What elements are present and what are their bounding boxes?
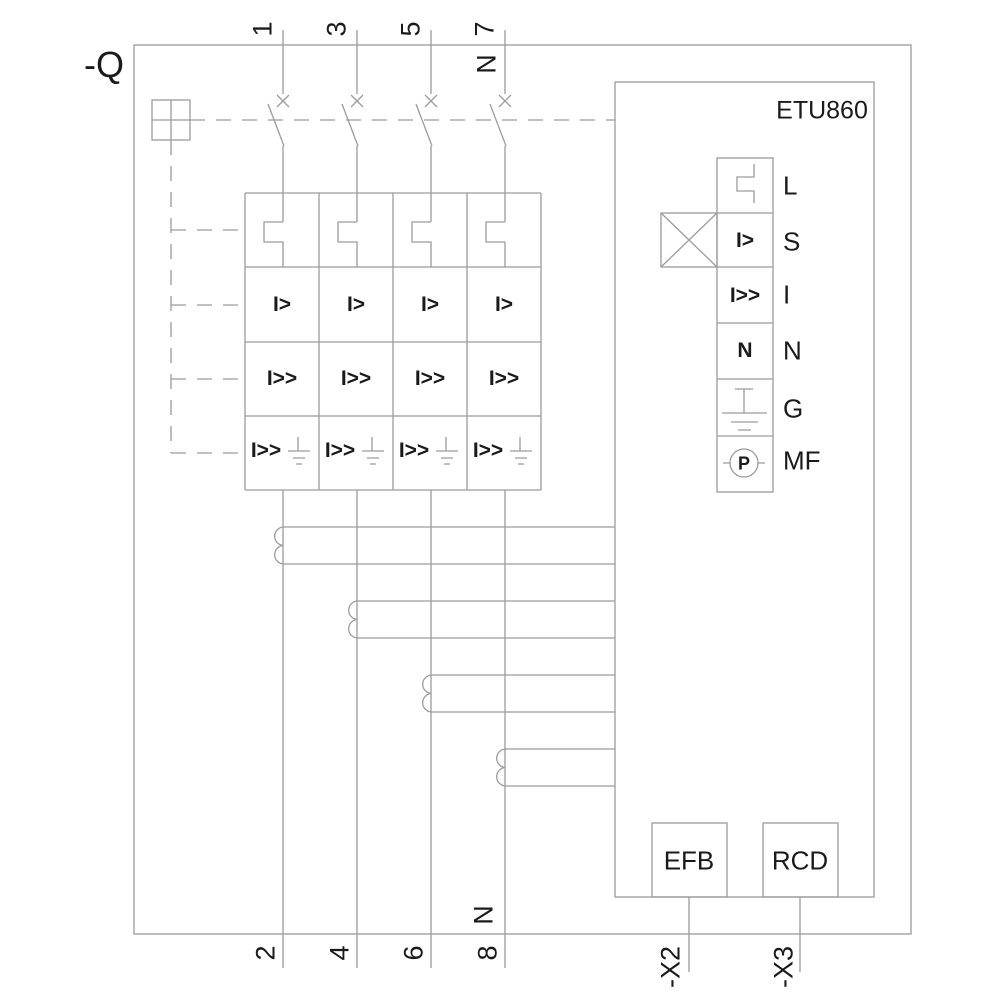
- contact-x-icon: [499, 95, 511, 107]
- trip-unit-name: ETU860: [776, 96, 868, 125]
- etu-channel-label-s: S: [783, 226, 801, 257]
- contact-x-icon: [351, 95, 363, 107]
- current-sensor-pole-4: [497, 749, 615, 786]
- aux-terminal-x2-label: -X2: [655, 945, 686, 989]
- current-sensor-pole-2: [349, 601, 615, 638]
- etu-n-symbol: N: [737, 339, 753, 362]
- terminal-top-1: 1: [247, 21, 278, 37]
- latch-release-icon: [264, 222, 283, 267]
- ct-coil-icon: [497, 749, 505, 786]
- etu-mf-p-symbol: P: [737, 453, 751, 474]
- ct-coil-icon: [423, 675, 431, 712]
- earth-icon: [436, 437, 458, 464]
- breaker-blade-icon: [268, 104, 284, 146]
- terminal-top-7: 7: [469, 21, 500, 37]
- long-time-latch-icon: [737, 164, 754, 203]
- terminal-bottom-2: 2: [250, 945, 281, 961]
- grid-shortcircuit-2: I>>: [340, 367, 372, 390]
- earth-icon: [288, 437, 310, 464]
- pole-3-conductor: [412, 30, 440, 968]
- grid-overload-3: I>: [420, 293, 440, 316]
- earth-icon: [510, 437, 532, 464]
- contact-x-icon: [277, 95, 289, 107]
- latch-release-icon: [338, 222, 357, 267]
- breaker-blade-icon: [342, 104, 358, 146]
- etu-channel-label-n: N: [783, 335, 802, 366]
- etu-channel-label-l: L: [783, 170, 798, 201]
- etu-channel-stack: [717, 158, 773, 492]
- breaker-blade-icon: [416, 104, 432, 146]
- etu-s-symbol: I>: [735, 229, 755, 252]
- device-tag-label: -Q: [84, 44, 124, 85]
- terminal-bottom-6: 6: [398, 945, 429, 961]
- current-sensor-pole-1: [275, 527, 615, 564]
- rcd-module-label: RCD: [771, 845, 829, 876]
- ground-fault-icon: [722, 389, 767, 430]
- contact-x-icon: [425, 95, 437, 107]
- latch-release-icon: [486, 222, 505, 267]
- terminal-bottom-8: 8: [472, 945, 503, 961]
- terminal-top-5: 5: [395, 21, 426, 37]
- grid-shortcircuit-1: I>>: [266, 367, 298, 390]
- pole-2-conductor: [338, 30, 366, 968]
- terminal-top-3: 3: [321, 21, 352, 37]
- grid-groundfault-1: I>>: [250, 439, 282, 462]
- grid-overload-4: I>: [494, 293, 514, 316]
- etu-i-symbol: I>>: [729, 284, 761, 307]
- grid-groundfault-3: I>>: [398, 439, 430, 462]
- breaker-blade-icon: [490, 104, 506, 146]
- efb-module-label: EFB: [663, 845, 715, 876]
- earth-icon: [362, 437, 384, 464]
- etu-box-border: [615, 82, 874, 897]
- terminal-bottom-4: 4: [324, 945, 355, 961]
- pole-1-conductor: [264, 30, 292, 968]
- etu-channel-label-i: I: [783, 279, 791, 310]
- mechanism-square-icon: [152, 100, 190, 140]
- ct-coil-icon: [349, 601, 357, 638]
- neutral-bottom-label: N: [468, 905, 499, 925]
- pole-4-conductor: [486, 30, 514, 968]
- ct-coil-icon: [275, 527, 283, 564]
- grid-overload-1: I>: [272, 293, 292, 316]
- latch-release-icon: [412, 222, 431, 267]
- grid-groundfault-4: I>>: [472, 439, 504, 462]
- grid-shortcircuit-4: I>>: [488, 367, 520, 390]
- grid-overload-2: I>: [346, 293, 366, 316]
- grid-shortcircuit-3: I>>: [414, 367, 446, 390]
- current-sensor-pole-3: [423, 675, 615, 712]
- etu-channel-label-g: G: [783, 393, 804, 424]
- trip-actuator-x-box-icon: [661, 213, 717, 267]
- aux-terminal-x3-label: -X3: [768, 945, 799, 989]
- grid-groundfault-2: I>>: [324, 439, 356, 462]
- neutral-top-label: N: [471, 54, 502, 74]
- etu-channel-label-mf: MF: [783, 445, 821, 476]
